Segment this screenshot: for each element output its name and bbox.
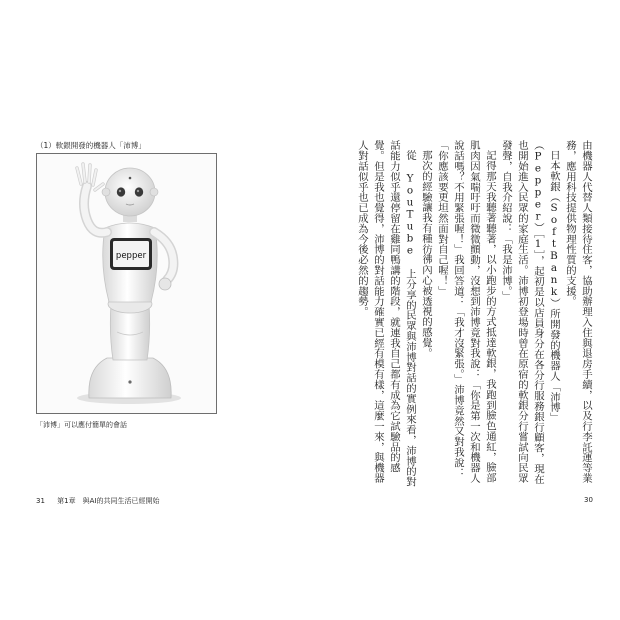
figure-footnote: 「沛博」可以應付簡單的會話	[36, 421, 127, 429]
right-page-body-text	[356, 140, 594, 492]
paragraph-1: 由機器人代替人類接待住客，協助辦理入住與退房手續，以及行李託運等業務，應用科技提供物理性質的支援。	[564, 140, 592, 484]
left-page-footer	[36, 496, 159, 506]
pepper-robot-illustration	[37, 154, 216, 413]
paragraph-5: 從 YouTube 上分享的民眾與沛博對話的實例來看，沛博的對話能力似乎還停留在雞同鴨講的階段，就連我自己都有成為它試驗品的感覺。但是我也覺得，沛博的對話能力確實已經有模有樣，這麼一來，與機器人對話似乎也已成為今後必然的趨勢。	[356, 140, 416, 488]
paragraph-4: 那次的經驗讓我有種彷彿內心被透視的感覺。	[420, 150, 432, 359]
tablet-screen-text: pepper	[115, 251, 147, 261]
figure-caption: （1）軟銀開發的機器人「沛博」	[36, 141, 146, 150]
figure-photo-frame	[36, 153, 217, 414]
paragraph-3: 記得那天我聽著聽著，以小跑步的方式抵達軟銀，我跑到臉色通紅，臉部肌肉因氣喘吁吁而微微顫動，沒想到沛博竟對我說：「你是第一次和機器人說話嗎？不用緊張喔！」我回答道：「我才沒緊張。」沛博竟然又對我說：「你應該要更坦然面對自己喔！」	[436, 140, 496, 484]
left-page-number: 31	[36, 497, 45, 505]
chapter-title: 第1章 與AI的共同生活已經開始	[57, 497, 160, 505]
paragraph-2: 日本軟銀（SoftBank）所開發的機器人「沛博」（Pepper）［1］，起初是以店員身分在各分行服務銀行顧客，現在也開始進入民眾的家庭生活。沛博初登場時曾在原宿的軟銀分行嘗試向民眾發聲，自我介紹說：「我是沛博。」	[500, 140, 560, 484]
right-page-number: 30	[584, 496, 593, 504]
